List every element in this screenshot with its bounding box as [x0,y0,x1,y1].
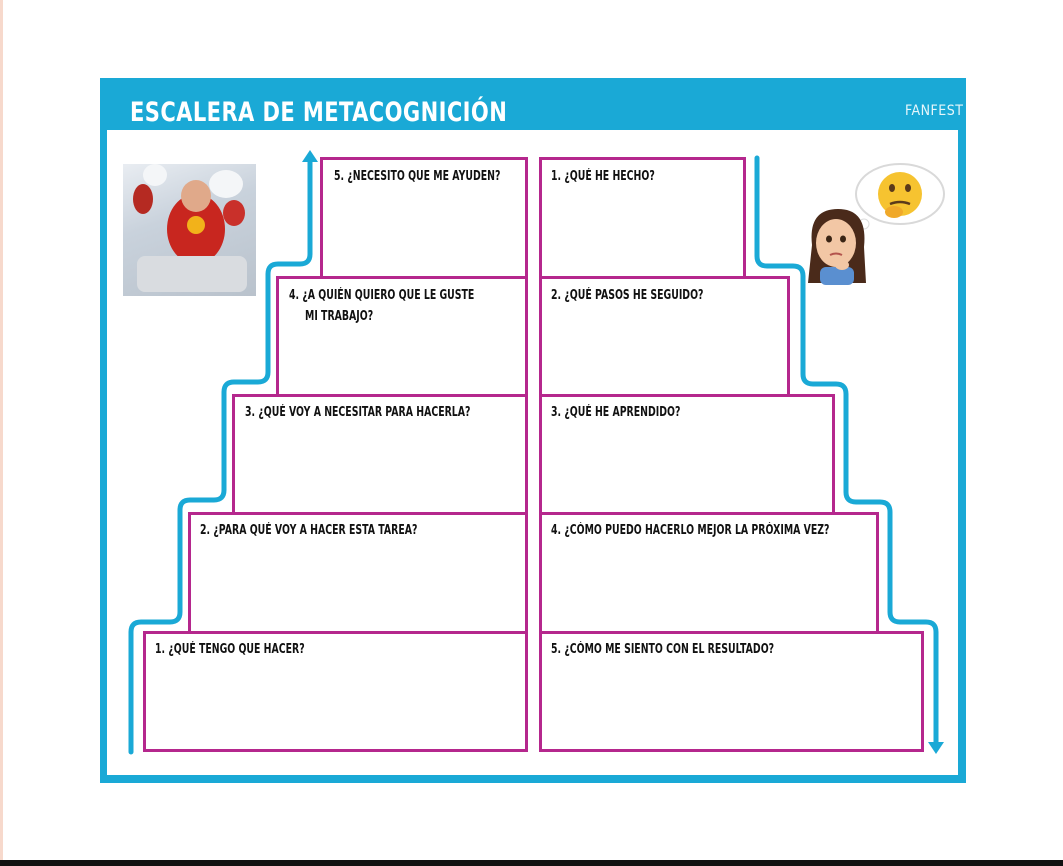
right-step-3-label: 3. ¿QUÉ HE APRENDIDO? [551,405,681,420]
left-step-3-label: 3. ¿QUÉ VOY A NECESITAR PARA HACERLA? [245,405,471,420]
right-step-2-label: 2. ¿QUÉ PASOS HE SEGUIDO? [551,288,704,303]
incredibles-photo [123,164,256,296]
down-arrow-head [928,742,944,754]
brand-logo: FANFEST [905,103,964,119]
right-step-1-label: 1. ¿QUÉ HE HECHO? [551,169,655,184]
thinking-girl-avatar [798,205,874,285]
left-step-4-label-cont: MI TRABAJO? [305,309,374,324]
left-step-5-label: 5. ¿NECESITO QUE ME AYUDEN? [334,169,501,184]
right-step-5-label: 5. ¿CÓMO ME SIENTO CON EL RESULTADO? [551,642,775,657]
left-step-4-label: 4. ¿A QUIÉN QUIERO QUE LE GUSTE [289,288,475,303]
bottom-bar [0,860,1063,866]
left-step-2-label: 2. ¿PARA QUÉ VOY A HACER ESTA TAREA? [200,523,418,538]
up-arrow-head [302,150,318,162]
left-step-1-label: 1. ¿QUÉ TENGO QUE HACER? [155,642,305,657]
right-step-4-label: 4. ¿CÓMO PUEDO HACERLO MEJOR LA PRÓXIMA VEZ? [551,523,830,538]
page-title: ESCALERA DE METACOGNICIÓN [130,97,508,128]
